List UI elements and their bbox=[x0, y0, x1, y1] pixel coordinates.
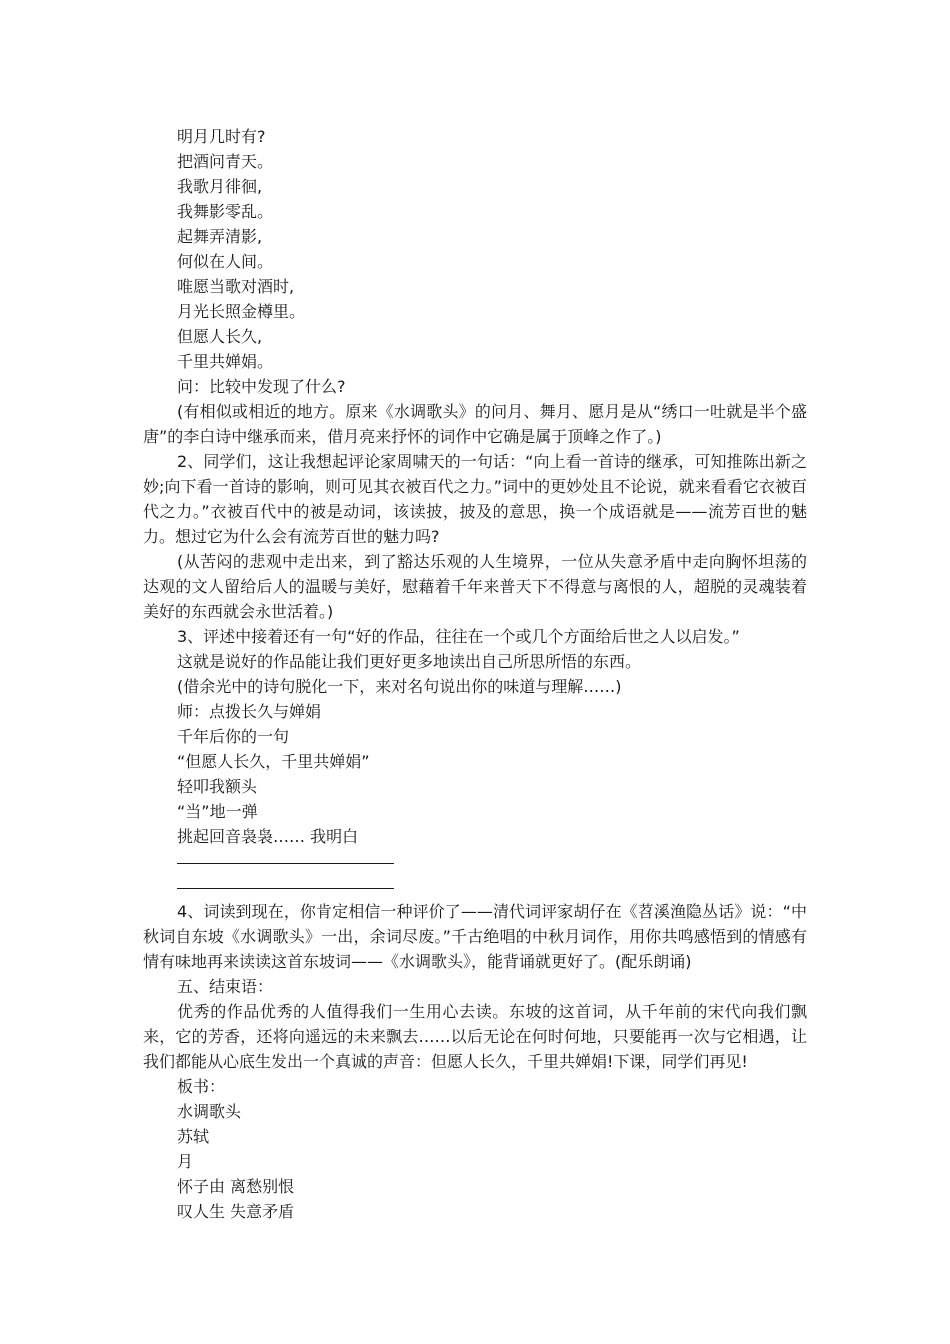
poem-line: 千里共婵娟。 bbox=[177, 352, 274, 371]
board-line: 苏轼 bbox=[177, 1127, 210, 1146]
board-line: 怀子由 离愁别恨 bbox=[177, 1177, 295, 1196]
poem-line: 我舞影零乱。 bbox=[177, 202, 274, 221]
section-5-title: 五、结束语： bbox=[177, 977, 274, 996]
conclusion-paragraph: 优秀的作品优秀的人值得我们一生用心去读。东坡的这首词，从千年前的宋代向我们飘来，它的芳香，还将向遥远的未来飘去……以后无论在何时何地，只要能再一次与它相遇，让我们都能从心底生发出一个真诚的声音：但愿人长久，千里共婵娟!下课，同学们再见! bbox=[143, 1002, 807, 1071]
board-line: 水调歌头 bbox=[177, 1102, 242, 1121]
poem-line: 唯愿当歌对酒时, bbox=[177, 277, 295, 296]
blank-answer-line bbox=[177, 849, 394, 874]
poem-line: 起舞弄清影, bbox=[177, 227, 263, 246]
poem-line: 我歌月徘徊, bbox=[177, 177, 263, 196]
answer-paragraph-1: (有相似或相近的地方。原来《水调歌头》的问月、舞月、愿月是从“绣口一吐就是半个盛唐”的李白诗中继承而来，借月亮来抒怀的词作中它确是属于顶峰之作了。) bbox=[143, 402, 807, 446]
poem-line: 把酒问青天。 bbox=[177, 152, 274, 171]
teacher-line: 挑起回音袅袅…… 我明白 bbox=[177, 827, 359, 846]
blank-answer-line bbox=[177, 874, 394, 899]
teacher-line: “当”地一弹 bbox=[177, 802, 258, 821]
poem-line: 何似在人间。 bbox=[177, 252, 274, 271]
point-2-paragraph: 2、同学们，这让我想起评论家周啸天的一句话：“向上看一首诗的继承，可知推陈出新之妙;向下看一首诗的影响，则可见其衣被百代之力。”词中的更妙处且不论说，就来看看它衣被百代之力。”衣被百代中的被是动词，该读披，披及的意思，换一个成语就是——流芳百世的魅力。想过它为什么会有流芳百世的魅力吗? bbox=[143, 452, 807, 546]
board-line: 叹人生 失意矛盾 bbox=[177, 1202, 295, 1221]
teacher-line: 轻叩我额头 bbox=[177, 777, 258, 796]
teacher-line: “但愿人长久，千里共婵娟” bbox=[177, 752, 370, 771]
poem-line: 但愿人长久, bbox=[177, 327, 263, 346]
point-3-task: (借余光中的诗句脱化一下，来对名句说出你的味道与理解……) bbox=[177, 677, 622, 696]
board-title: 板书： bbox=[177, 1077, 226, 1096]
point-3-line: 3、评述中接着还有一句“好的作品，往往在一个或几个方面给后世之人以启发。” bbox=[177, 627, 740, 646]
poem-line: 明月几时有? bbox=[177, 127, 266, 146]
poem-line: 月光长照金樽里。 bbox=[177, 302, 306, 321]
point-4-paragraph: 4、词读到现在，你肯定相信一种评价了——清代词评家胡仔在《苕溪渔隐丛话》说：“中秋词自东坡《水调歌头》一出，余词尽废。”千古绝唱的中秋月词作，用你共鸣感悟到的情感有情有味地再来读读这首东坡词——《水调歌头》，能背诵就更好了。(配乐朗诵) bbox=[143, 902, 807, 971]
question-line: 问：比较中发现了什么? bbox=[177, 377, 346, 396]
answer-paragraph-2: (从苦闷的悲观中走出来，到了豁达乐观的人生境界，一位从失意矛盾中走向胸怀坦荡的达观的文人留给后人的温暖与美好，慰藉着千年来普天下不得意与离恨的人，超脱的灵魂装着美好的东西就会永世活着。) bbox=[143, 552, 807, 621]
point-3-explain: 这就是说好的作品能让我们更好更多地读出自己所思所悟的东西。 bbox=[177, 652, 642, 671]
document-body bbox=[143, 124, 807, 1224]
teacher-line: 千年后你的一句 bbox=[177, 727, 290, 746]
teacher-line: 师：点拨长久与婵娟 bbox=[177, 702, 322, 721]
board-line: 月 bbox=[177, 1152, 194, 1171]
